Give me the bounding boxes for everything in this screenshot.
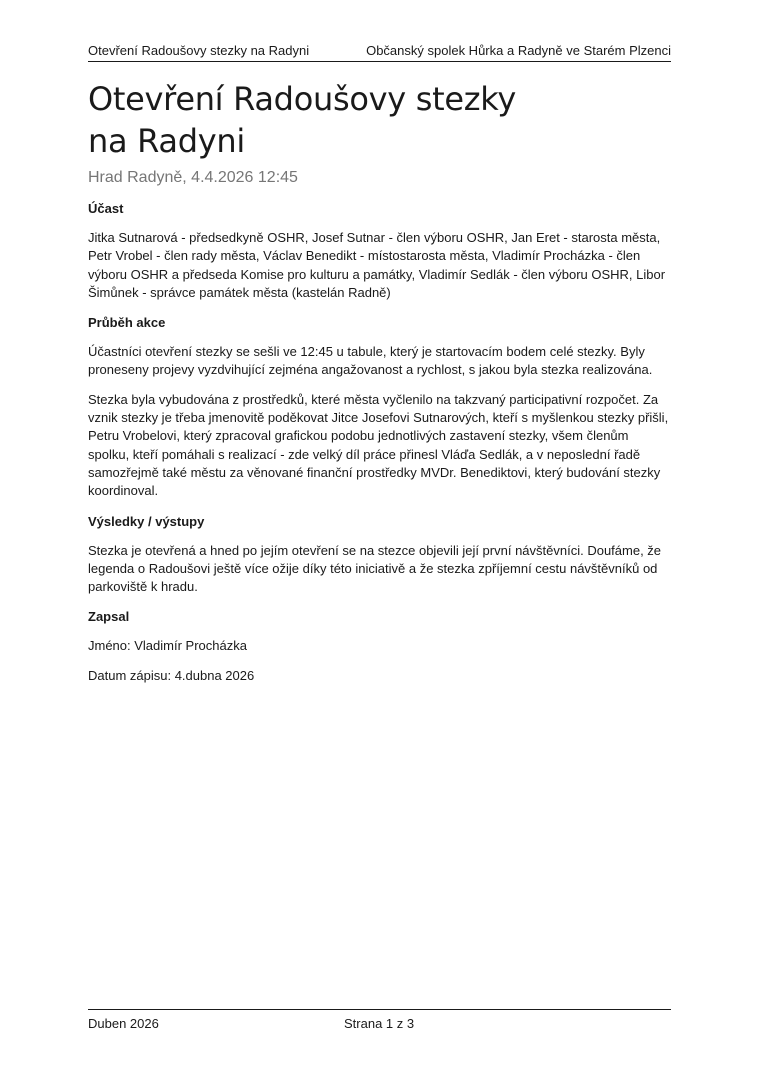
title-line-2: na Radyni bbox=[88, 122, 245, 160]
section-heading-zapsal: Zapsal bbox=[88, 609, 130, 625]
section-heading-vysledky: Výsledky / výstupy bbox=[88, 513, 205, 529]
footer-month: Duben 2026 bbox=[88, 1016, 159, 1031]
page-header bbox=[88, 40, 671, 62]
document-body bbox=[88, 78, 671, 685]
section-heading-ucast: Účast bbox=[88, 201, 124, 216]
prubeh-paragraph-2: Stezka byla vybudována z prostředků, které města vyčlenilo na takzvaný participativní rozpočet. Za vznik stezky je třeba jmenovitě poděkovat Jitce Josefovi Sutnarových, kteří s myšlenkou stezky přišli, Petru Vrobelovi, který zpracoval grafickou podobu jednotlivých zastavení stezky, všem členům spolku, kteří pomáhali s realizací - zde velký díl práce přinesl Vláďa Sedlák, a v neposlední řadě samozřejmě také městu za věnované finanční prostředky MVDr. Benediktovi, který budování stezky koordinoval. bbox=[88, 391, 669, 499]
vysledky-text: Stezka je otevřená a hned po jejím otevření se na stezce objevili její první návštěvníci. Doufáme, že legenda o Radoušovi ještě více ožije díky této iniciativě a že stezka zpříjemní cestu návštěvníků od parkoviště k hradu. bbox=[88, 542, 662, 595]
prubeh-paragraph-1: Účastníci otevření stezky se sešli ve 12:45 u tabule, který je startovacím bodem celé stezky. Byly proneseny projevy vyzdvihující zejména angažovanost a rychlost, s jakou byla stezka realizována. bbox=[88, 344, 653, 378]
section-heading-prubeh: Průběh akce bbox=[88, 315, 166, 331]
page-footer bbox=[88, 1009, 671, 1031]
page-title bbox=[88, 78, 548, 162]
header-doc-title: Otevření Radoušovy stezky na Radyni bbox=[88, 43, 310, 58]
header-organization: Občanský spolek Hůrka a Radyně ve Starém Plzenci bbox=[366, 43, 671, 58]
record-date: Datum zápisu: 4.dubna 2026 bbox=[88, 667, 255, 683]
page-number: Strana 1 z 3 bbox=[344, 1016, 415, 1031]
title-line-1: Otevření Radoušovy stezky bbox=[88, 80, 516, 118]
author-name: Jméno: Vladimír Procházka bbox=[88, 638, 247, 654]
participants-text: Jitka Sutnarová - předsedkyně OSHR, Josef Sutnar - člen výboru OSHR, Jan Eret - starosta města, Petr Vrobel - člen rady města, Václav Benedikt - místostarosta města, Vladimír Procházka - člen výboru OSHR a předseda Komise pro kulturu a památky, Vladimír Sedlák - člen výboru OSHR, Libor Šimůnek - správce památek města (kastelán Radně) bbox=[88, 230, 666, 300]
event-location-date: Hrad Radyně, 4.4.2026 12:45 bbox=[88, 169, 298, 186]
